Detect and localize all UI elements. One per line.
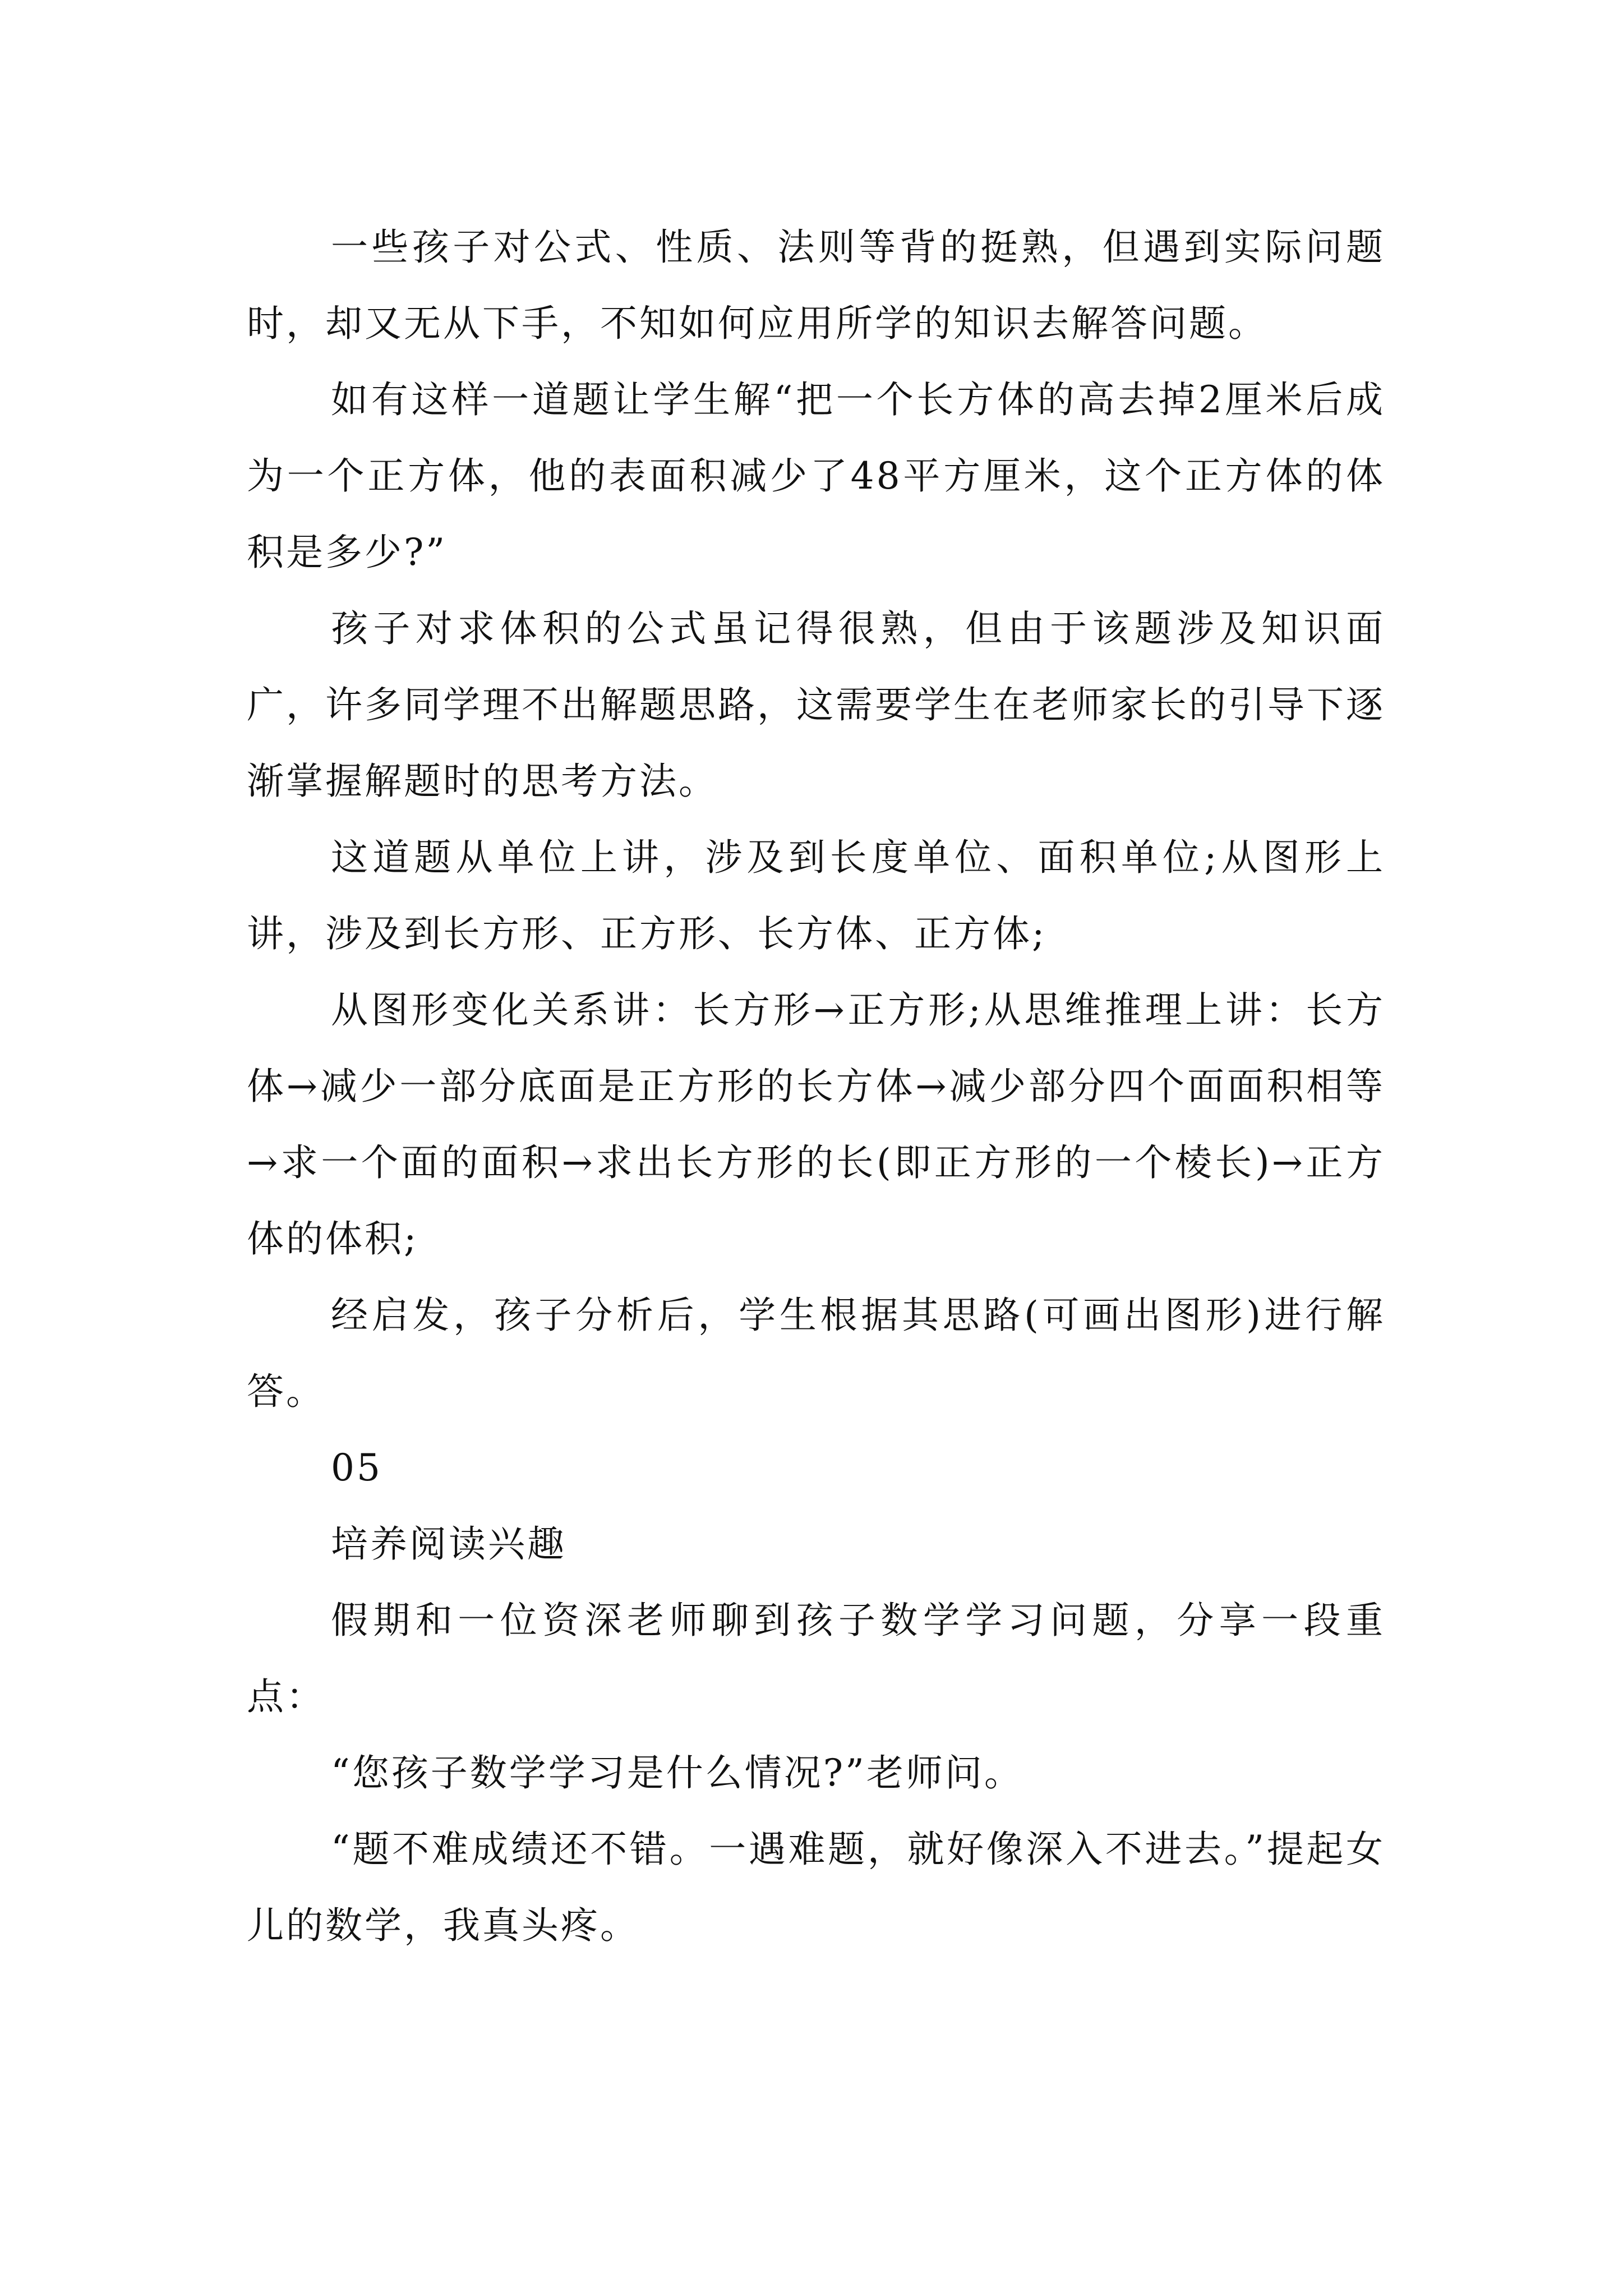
- paragraph-teacher-chat: 假期和一位资深老师聊到孩子数学学习问题，分享一段重点：: [247, 1599, 1385, 1718]
- paragraph-guided-thinking: 孩子对求体积的公式虽记得很熟，但由于该题涉及知识面广，许多同学理不出解题思路，这需要学生在老师家长的引导下逐渐掌握解题时的思考方法。: [247, 607, 1385, 803]
- section-heading: 培养阅读兴趣: [331, 1522, 566, 1566]
- paragraph-units-and-shapes: 这道题从单位上讲，涉及到长度单位、面积单位;从图形上讲，涉及到长方形、正方形、长方体、正方体;: [247, 836, 1385, 955]
- paragraph-teacher-question: “您孩子数学学习是什么情况?”老师问。: [331, 1751, 1023, 1795]
- body-text: [247, 209, 1385, 1964]
- paragraph-parent-reply: “题不难成绩还不错。一遇难题，就好像深入不进去。”提起女儿的数学，我真头疼。: [247, 1828, 1385, 1947]
- paragraph-solution-approach: 经启发，孩子分析后，学生根据其思路(可画出图形)进行解答。: [247, 1294, 1385, 1413]
- paragraph-cuboid-problem: 如有这样一道题让学生解“把一个长方体的高去掉2厘米后成为一个正方体，他的表面积减少了48平方厘米，这个正方体的体积是多少?”: [247, 378, 1385, 574]
- section-number: 05: [331, 1446, 382, 1489]
- paragraph-reasoning-chain: 从图形变化关系讲：长方形→正方形;从思维推理上讲：长方体→减少一部分底面是正方形的长方体→减少部分四个面面积相等→求一个面的面积→求出长方形的长(即正方形的一个棱长)→正方体的体积;: [247, 988, 1385, 1260]
- paragraph-formula-memorization: 一些孩子对公式、性质、法则等背的挺熟，但遇到实际问题时，却又无从下手，不知如何应用所学的知识去解答问题。: [247, 226, 1385, 345]
